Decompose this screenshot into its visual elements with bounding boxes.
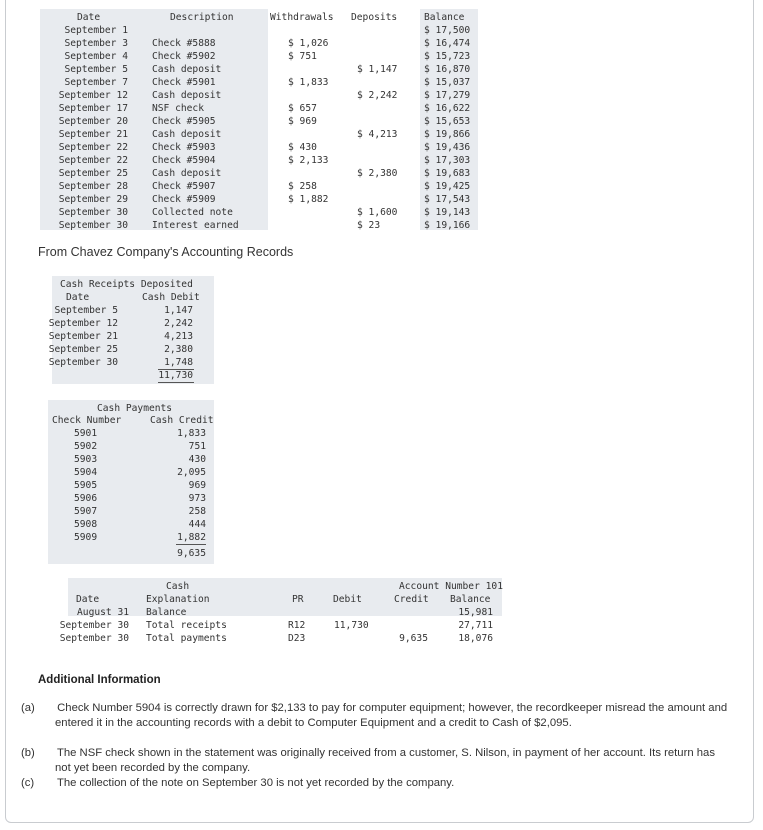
bank-header-description: Description [170, 12, 234, 23]
bank-row-balance: $ 15,723 [424, 51, 471, 62]
payments-total-rule [176, 544, 206, 545]
bank-row-date: September 25 [58, 168, 128, 179]
bank-row-description: Check #5902 [152, 51, 216, 62]
ledger-header-pr: PR [292, 594, 304, 605]
receipts-row-amount: 1,147 [164, 305, 193, 316]
additional-item-lead: (a) [21, 702, 35, 714]
bank-row-withdrawal: $ 1,026 [288, 38, 329, 49]
ledger-row-date: September 30 [59, 620, 129, 631]
bank-row-balance: $ 17,500 [424, 25, 471, 36]
bank-row-description: Check #5909 [152, 194, 216, 205]
payments-row-check: 5908 [74, 519, 98, 530]
bank-row-balance: $ 17,279 [424, 90, 471, 101]
bank-header-withdrawals: Withdrawals [270, 12, 334, 23]
bank-row-balance: $ 19,866 [424, 129, 471, 140]
receipts-total: 11,730 [158, 370, 193, 381]
bank-row-balance: $ 17,303 [424, 155, 471, 166]
bank-row-withdrawal: $ 258 [288, 181, 317, 192]
bank-row-description: Check #5907 [152, 181, 216, 192]
bank-row-balance: $ 19,166 [424, 220, 471, 231]
payments-row-check: 5901 [74, 428, 98, 439]
receipts-row-date: September 30 [48, 357, 118, 368]
receipts-row-date: September 5 [54, 305, 118, 316]
receipts-header-debit: Cash Debit [142, 292, 200, 303]
bank-row-withdrawal: $ 430 [288, 142, 317, 153]
bank-row-description: Cash deposit [152, 64, 222, 75]
payments-row-amount: 969 [188, 480, 206, 491]
bank-row-description: Check #5901 [152, 77, 216, 88]
ledger-row-balance: 15,981 [458, 607, 493, 618]
ledger-row-explanation: Balance [146, 607, 187, 618]
ledger-header-date: Date [76, 594, 100, 605]
additional-item-text: Check Number 5904 is correctly drawn for $2,133 to pay for computer equipment; however, the recordkeeper misread the amount and entered it in the accounting records with a debit to Computer Equipment and a credit to Cash of $2,095. [55, 702, 728, 729]
bank-row-date: September 29 [58, 194, 128, 205]
bank-row-date: September 7 [64, 77, 128, 88]
payments-title: Cash Payments [97, 403, 173, 414]
bank-row-description: Check #5905 [152, 116, 216, 127]
additional-item-b [21, 746, 728, 776]
bank-row-description: Check #5888 [152, 38, 216, 49]
bank-row-balance: $ 19,683 [424, 168, 471, 179]
ledger-account-number: Account Number 101 [399, 581, 503, 592]
bank-row-withdrawal: $ 751 [288, 51, 317, 62]
bank-row-date: September 22 [58, 155, 128, 166]
bank-row-withdrawal: $ 1,882 [288, 194, 329, 205]
additional-item-text: The collection of the note on September 30 is not yet recorded by the company. [56, 777, 455, 789]
additional-info-title: Additional Information [38, 674, 161, 686]
payments-row-amount: 2,095 [177, 467, 206, 478]
ledger-row-pr: D23 [288, 633, 306, 644]
bank-row-date: September 1 [64, 25, 128, 36]
bank-row-date: September 20 [58, 116, 128, 127]
payments-row-amount: 751 [188, 441, 206, 452]
ledger-title: Cash [166, 581, 190, 592]
bank-row-date: September 22 [58, 142, 128, 153]
bank-row-description: Cash deposit [152, 90, 222, 101]
payments-row-amount: 973 [188, 493, 206, 504]
payments-row-check: 5909 [74, 532, 98, 543]
bank-row-description: Collected note [152, 207, 233, 218]
ledger-row-pr: R12 [288, 620, 306, 631]
bank-row-description: NSF check [152, 103, 204, 114]
ledger-row-debit: 11,730 [334, 620, 369, 631]
bank-row-balance: $ 19,143 [424, 207, 471, 218]
receipts-total-underline [158, 382, 194, 383]
bank-row-balance: $ 19,436 [424, 142, 471, 153]
bank-row-date: September 5 [64, 64, 128, 75]
payments-row-check: 5904 [74, 467, 98, 478]
bank-row-date: September 28 [58, 181, 128, 192]
bank-row-deposit: $ 23 [357, 220, 381, 231]
additional-item-a [21, 701, 728, 731]
receipts-row-amount: 2,380 [164, 344, 193, 355]
bank-row-balance: $ 16,474 [424, 38, 471, 49]
bank-row-withdrawal: $ 657 [288, 103, 317, 114]
bank-row-date: September 30 [58, 220, 128, 231]
ledger-header-balance: Balance [450, 594, 491, 605]
payments-row-check: 5907 [74, 506, 98, 517]
receipts-row-date: September 25 [48, 344, 118, 355]
bank-row-balance: $ 17,543 [424, 194, 471, 205]
bank-row-withdrawal: $ 969 [288, 116, 317, 127]
bank-row-description: Check #5903 [152, 142, 216, 153]
payments-row-check: 5902 [74, 441, 98, 452]
payments-header-credit: Cash Credit [150, 415, 214, 426]
payments-header-check: Check Number [52, 415, 122, 426]
additional-item-lead: (c) [21, 777, 35, 789]
payments-row-check: 5905 [74, 480, 98, 491]
additional-item-text: The NSF check shown in the statement was originally received from a customer, S. Nilson, in payment of her account. Its return has not yet been recorded by the company. [55, 747, 715, 774]
bank-row-balance: $ 15,653 [424, 116, 471, 127]
receipts-header-date: Date [66, 292, 90, 303]
ledger-header-credit: Credit [394, 594, 429, 605]
bank-row-description: Cash deposit [152, 168, 222, 179]
payments-row-amount: 1,833 [177, 428, 206, 439]
receipts-row-amount: 2,242 [164, 318, 193, 329]
payments-row-amount: 444 [188, 519, 206, 530]
ledger-row-explanation: Total payments [146, 633, 227, 644]
bank-row-date: September 4 [64, 51, 128, 62]
bank-header-date: Date [77, 12, 101, 23]
bank-row-date: September 12 [58, 90, 128, 101]
bank-row-deposit: $ 2,242 [357, 90, 398, 101]
receipts-row-date: September 12 [48, 318, 118, 329]
bank-row-date: September 3 [64, 38, 128, 49]
bank-row-date: September 30 [58, 207, 128, 218]
bank-row-withdrawal: $ 2,133 [288, 155, 329, 166]
payments-row-amount: 258 [188, 506, 206, 517]
payments-row-amount: 430 [188, 454, 206, 465]
bank-row-balance: $ 19,425 [424, 181, 471, 192]
receipts-row-amount: 1,748 [164, 357, 193, 368]
receipts-row-amount: 4,213 [164, 331, 193, 342]
payments-total: 9,635 [177, 548, 206, 559]
payments-row-check: 5903 [74, 454, 98, 465]
bank-row-withdrawal: $ 1,833 [288, 77, 329, 88]
bank-row-description: Interest earned [152, 220, 239, 231]
bank-row-deposit: $ 1,600 [357, 207, 398, 218]
bank-row-balance: $ 16,870 [424, 64, 471, 75]
ledger-header-debit: Debit [333, 594, 362, 605]
records-heading: From Chavez Company's Accounting Records [38, 245, 294, 259]
bank-header-deposits: Deposits [351, 12, 398, 23]
bank-row-description: Cash deposit [152, 129, 222, 140]
bank-row-deposit: $ 4,213 [357, 129, 398, 140]
ledger-row-date: August 31 [77, 607, 129, 618]
bank-header-balance: Balance [424, 12, 465, 23]
ledger-row-balance: 27,711 [458, 620, 493, 631]
additional-item-lead: (b) [21, 747, 35, 759]
ledger-row-balance: 18,076 [458, 633, 493, 644]
bank-row-date: September 21 [58, 129, 128, 140]
ledger-row-date: September 30 [59, 633, 129, 644]
receipts-row-date: September 21 [48, 331, 118, 342]
bank-row-description: Check #5904 [152, 155, 216, 166]
bank-row-date: September 17 [58, 103, 128, 114]
ledger-header-explanation: Explanation [146, 594, 210, 605]
ledger-row-explanation: Total receipts [146, 620, 227, 631]
ledger-row-credit: 9,635 [399, 633, 428, 644]
bank-row-balance: $ 15,037 [424, 77, 471, 88]
payments-row-check: 5906 [74, 493, 98, 504]
payments-row-amount: 1,882 [177, 532, 206, 543]
bank-row-balance: $ 16,622 [424, 103, 471, 114]
additional-item-c [21, 776, 728, 791]
receipts-title: Cash Receipts Deposited [60, 279, 193, 290]
bank-row-deposit: $ 2,380 [357, 168, 398, 179]
bank-row-deposit: $ 1,147 [357, 64, 398, 75]
